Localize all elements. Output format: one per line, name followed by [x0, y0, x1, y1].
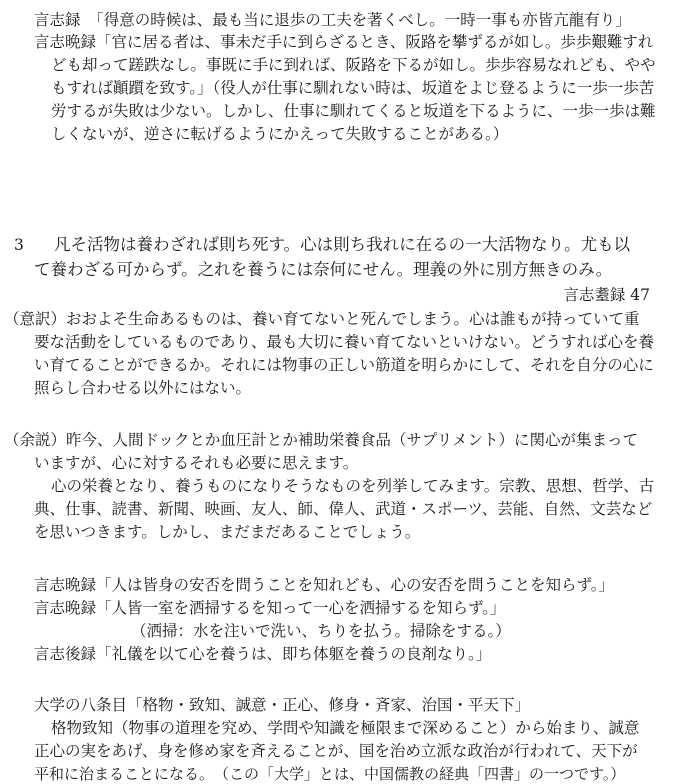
text-line: 平和に治まることになる。 （この「大学」とは、中国儒教の経典「四書」の一つです。）: [34, 765, 626, 783]
text-line: 典、仕事、読書、新聞、映画、友人、師、偉人、武道・スポーツ、芸能、自然、文芸など: [34, 500, 653, 518]
text-line: 格物致知（物事の道理を究め、学問や知識を極限まで深めること）から始まり、誠意: [51, 719, 640, 737]
text-line: ども却って蹉跌なし。事既に手に到れば、阪路を下るが如し。歩歩容易なれども、やや: [51, 56, 656, 74]
section-number: 3: [14, 236, 24, 254]
source-reference: 言志耋録 47: [563, 286, 650, 304]
text-line: 言志晩録「人皆一室を洒掃するを知って一心を洒掃するを知らず。」: [34, 599, 506, 617]
text-line: しくないが、逆さに転げるようにかえって失敗することがある。）: [51, 125, 509, 143]
text-line: いますが、心に対するそれも必要に思えます。: [34, 454, 359, 472]
text-line: 凡そ活物は養わざれば則ち死す。心は則ち我れに在るの一大活物なり。尤も以: [54, 235, 631, 254]
text-line: （洒掃：水を注いで洗い、ちりを払う。掃除をする。）: [131, 622, 511, 640]
text-line: 心の栄養となり、養うものになりそうなものを列挙してみます。宗教、思想、哲学、古: [51, 477, 655, 495]
text-line: 照らし合わせる以外にはない。: [34, 379, 252, 397]
text-line: い育てることができるか。それには物事の正しい筋道を明らかにして、それを自分の心に: [34, 356, 654, 374]
text-line: 言志晩録「人は皆身の安否を問うことを知れども、心の安否を問うことを知らず。」: [34, 576, 615, 594]
text-line: 言志晩録「官に居る者は、事未だ手に到らざるとき、阪路を攀ずるが如し。歩歩艱難すれ: [34, 33, 654, 51]
text-line: 大学の八条目「格物・致知、誠意・正心、修身・斉家、治国・平天下」: [34, 696, 531, 714]
text-line: て養わざる可からず。之れを養うには奈何にせん。理義の外に別方無きのみ。: [34, 260, 613, 279]
text-line: もすれば顚躓を致す。」（役人が仕事に馴れない時は、坂道をよじ登るように一歩一歩苦: [51, 79, 655, 97]
text-line: （余説）昨今、人間ドックとか血圧計とか補助栄養食品（サプリメント）に関心が集まって: [4, 431, 638, 449]
text-line: 言志録 「得意の時候は、最も当に退歩の工夫を著くべし。一時一事も亦皆亢龍有り」: [34, 11, 631, 29]
text-line: 要な活動をしているものであり、最も大切に養い育てないといけない。どうすれば心を養: [34, 333, 655, 351]
text-line: 言志後録「礼儀を以て心を養うは、即ち体躯を養うの良剤なり。」: [34, 645, 492, 663]
text-line: 労するが失敗は少ない。しかし、仕事に馴れてくると坂道を下るように、一歩一歩は難: [51, 102, 656, 120]
text-line: 正心の実をあげ、身を修め家を斉えることが、国を治め立派な政治が行われて、天下が: [34, 742, 638, 760]
text-line: （意訳）おおよそ生命あるものは、養い育てないと死んでしまう。心は誰もが持っていて重: [4, 310, 640, 328]
text-line: を思いつきます。しかし、まだまだあることでしょう。: [34, 523, 421, 541]
